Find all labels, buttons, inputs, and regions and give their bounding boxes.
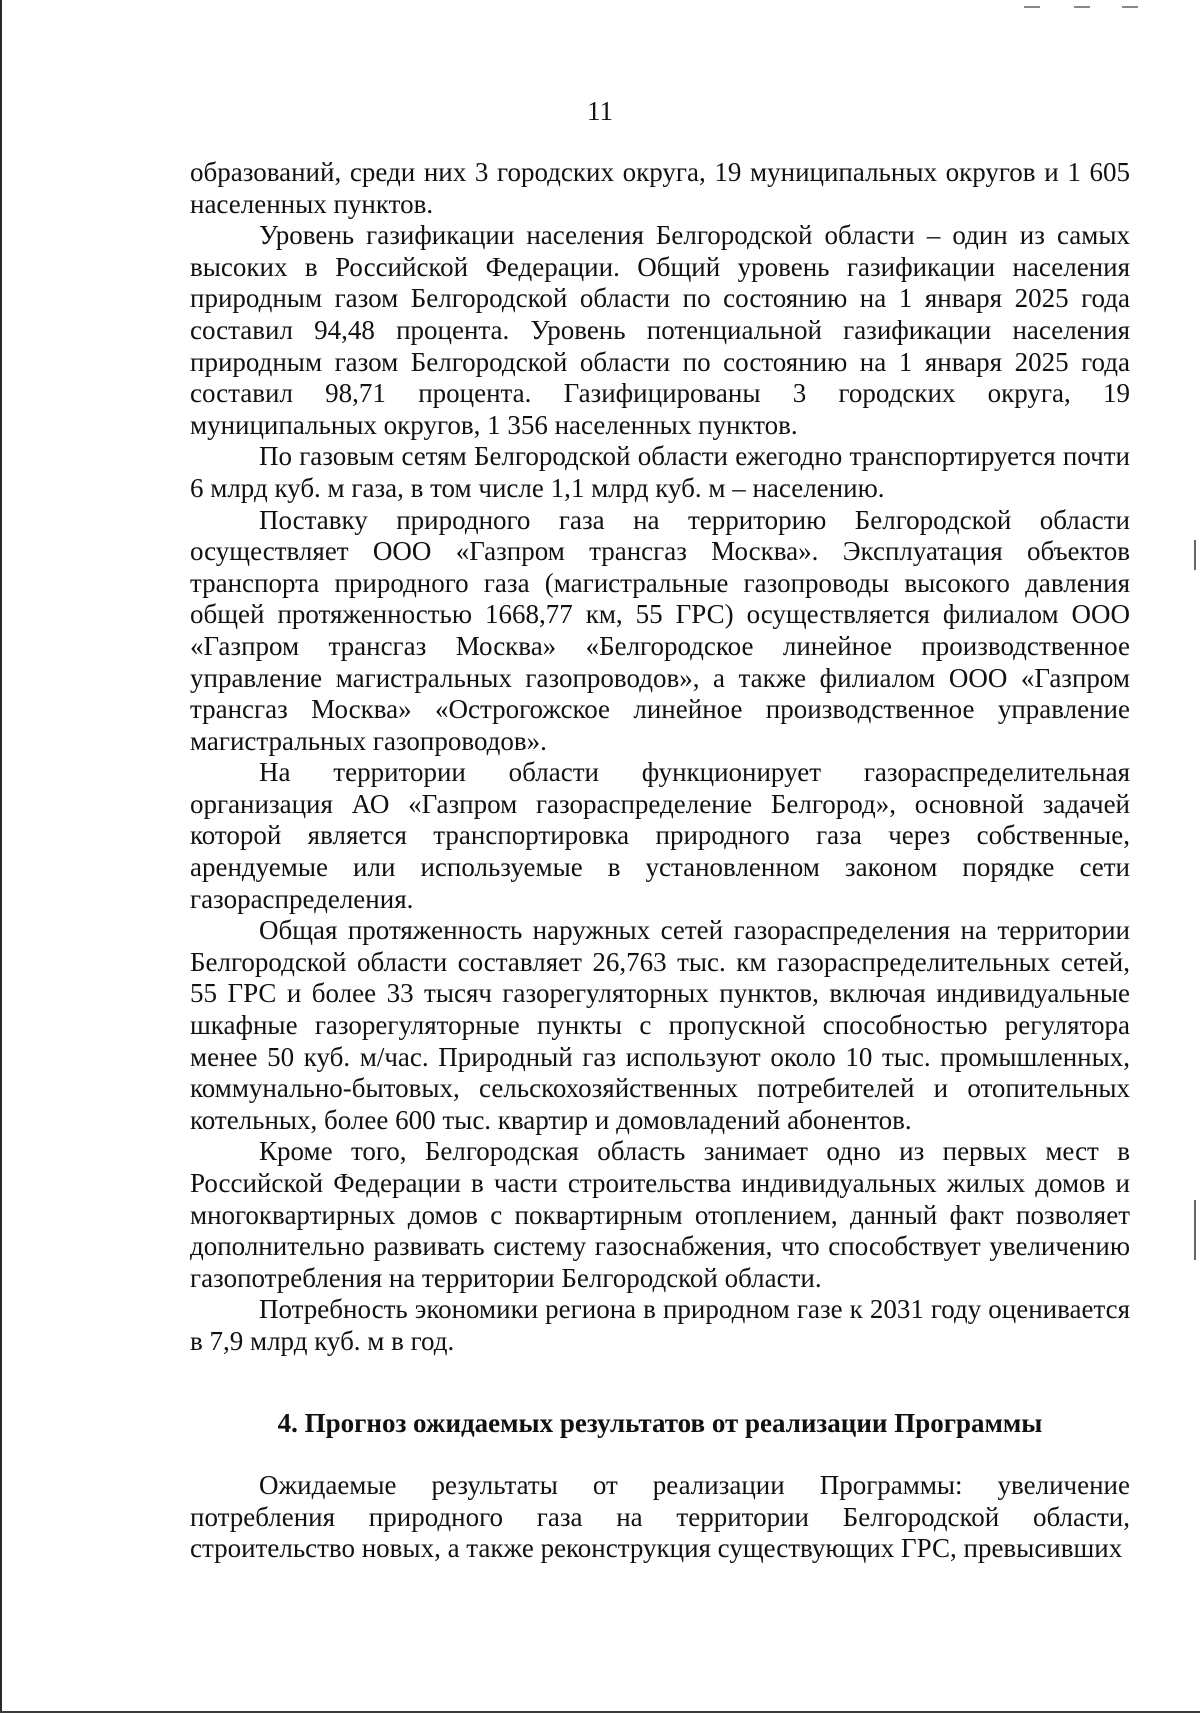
paragraph: Уровень газификации населения Белгородской области – один из самых высоких в Российской Федерации. Общий уровень газификации населения природным газом Белгородской области по состоянию на 1 января 2025 года составил 94,48 процента. Уровень потенциальной газификации населения природным газом Белгородской области по состоянию на 1 января 2025 года составил 98,71 процента. Газифицированы 3 городских округа, 19 муниципальных округов, 1 356 населенных пунктов. xyxy=(190,220,1130,440)
scan-top-dash xyxy=(1122,6,1138,8)
paragraph: образований, среди них 3 городских округа, 19 муниципальных округов и 1 605 населенных пунктов. xyxy=(190,157,1130,219)
section-heading: 4. Прогноз ожидаемых результатов от реализации Программы xyxy=(277,1408,1043,1438)
paragraph: Кроме того, Белгородская область занимает одно из первых мест в Российской Федерации в части строительства индивидуальных жилых домов и многоквартирных домов с поквартирным отоплением, данный факт позволяет дополнительно развивать систему газоснабжения, что способствует увеличению газопотребления на территории Белгородской области. xyxy=(190,1136,1130,1293)
page-number: 11 xyxy=(587,96,613,126)
paragraph: Ожидаемые результаты от реализации Программы: увеличение потребления природного газа на территории Белгородской области, строительство новых, а также реконструкция существующих ГРС, превысивших xyxy=(190,1470,1130,1564)
paragraph: Общая протяженность наружных сетей газораспределения на территории Белгородской области составляет 26,763 тыс. км газораспределительных сетей, 55 ГРС и более 33 тысяч газорегуляторных пунктов, включая индивидуальные шкафные газорегуляторные пункты с пропускной способностью регулятора менее 50 куб. м/час. Природный газ используют около 10 тыс. промышленных, коммунально-бытовых, сельскохозяйственных потребителей и отопительных котельных, более 600 тыс. квартир и домовладений абонентов. xyxy=(190,915,1130,1135)
scan-right-mark xyxy=(1194,1200,1196,1260)
scan-top-dash xyxy=(1024,6,1040,8)
section-body-text xyxy=(190,1470,1130,1565)
body-text xyxy=(190,157,1130,1358)
paragraph: Поставку природного газа на территорию Белгородской области осуществляет ООО «Газпром трансгаз Москва». Эксплуатация объектов транспорта природного газа (магистральные газопроводы высокого давления общей протяженностью 1668,77 км, 55 ГРС) осуществляется филиалом ООО «Газпром трансгаз Москва» «Белгородское линейное производственное управление магистральных газопроводов», а также филиалом ООО «Газпром трансгаз Москва» «Острогожское линейное производственное управление магистральных газопроводов». xyxy=(190,504,1130,756)
scan-left-border xyxy=(0,0,2,1713)
paragraph: Потребность экономики региона в природном газе к 2031 году оценивается в 7,9 млрд куб. м в год. xyxy=(190,1294,1130,1356)
paragraph: На территории области функционирует газораспределительная организация АО «Газпром газораспределение Белгород», основной задачей которой является транспортировка природного газа через собственные, арендуемые или используемые в установленном законом порядке сети газораспределения. xyxy=(190,757,1130,914)
scan-right-mark xyxy=(1194,540,1196,570)
scan-top-dash xyxy=(1074,6,1090,8)
paragraph: По газовым сетям Белгородской области ежегодно транспортируется почти 6 млрд куб. м газа, в том числе 1,1 млрд куб. м – населению. xyxy=(190,441,1130,503)
